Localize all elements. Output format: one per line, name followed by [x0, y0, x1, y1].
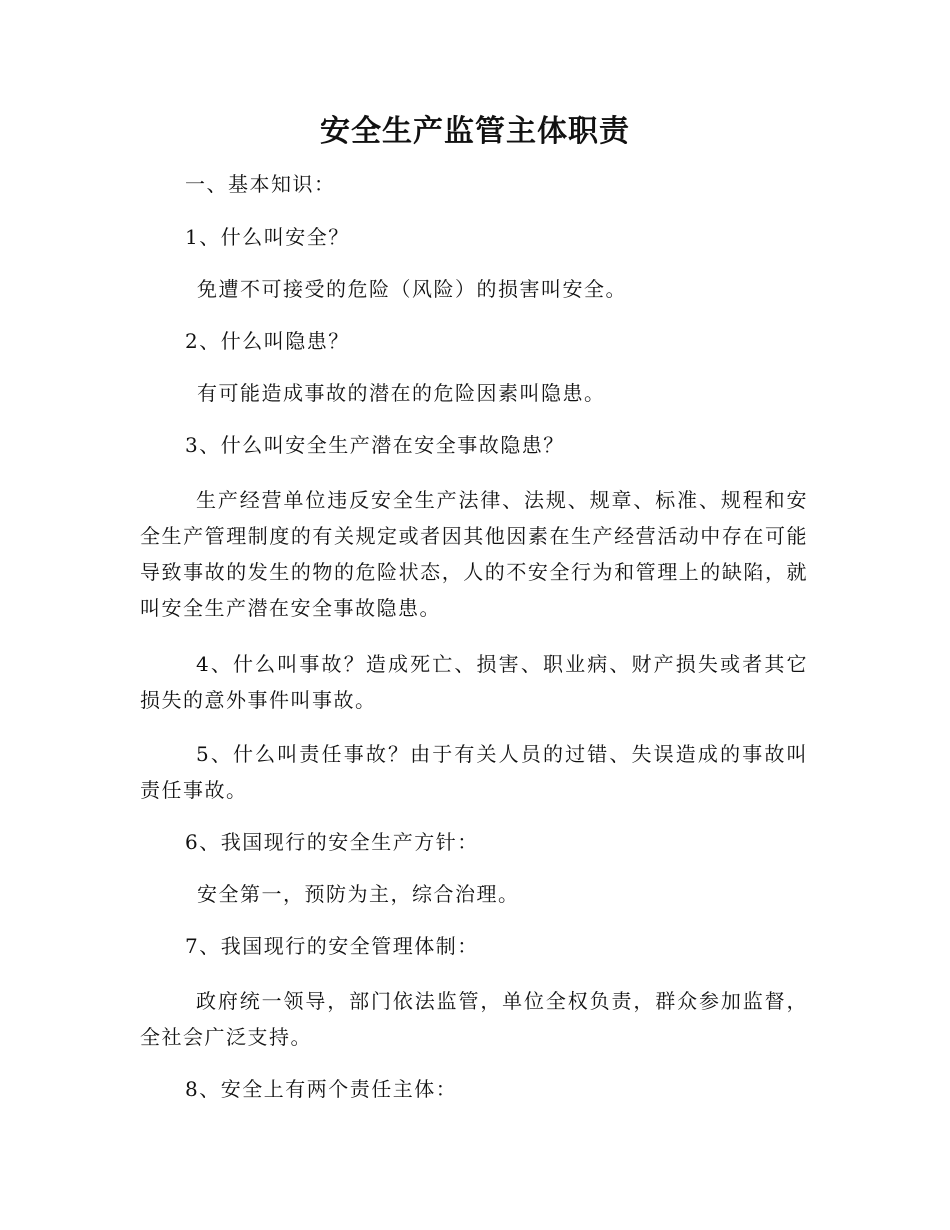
answer-1: 免遭不可接受的危险（风险）的损害叫安全。 — [197, 277, 627, 301]
question-8: 8、安全上有两个责任主体： — [185, 1077, 458, 1101]
answer-3-paragraph: 生产经营单位违反安全生产法律、法规、规章、标准、规程和安全生产管理制度的有关规定或者因其他因素在生产经营活动中存在可能导致事故的发生的物的危险状态，人的不安全行为和管理上的缺陷，就叫安全生产潜在安全事故隐患。 — [140, 488, 808, 620]
question-4-paragraph: 4、什么叫事故？造成死亡、损害、职业病、财产损失或者其它损失的意外事件叫事故。 — [140, 652, 808, 712]
question-2: 2、什么叫隐患？ — [185, 329, 350, 353]
question-3: 3、什么叫安全生产潜在安全事故隐患？ — [185, 433, 565, 457]
document-title: 安全生产监管主体职责 — [320, 114, 630, 149]
question-6: 6、我国现行的安全生产方针： — [185, 830, 479, 854]
question-5-paragraph: 5、什么叫责任事故？由于有关人员的过错、失误造成的事故叫责任事故。 — [140, 742, 808, 802]
answer-7-paragraph: 政府统一领导，部门依法监管，单位全权负责，群众参加监督，全社会广泛支持。 — [140, 989, 808, 1049]
question-7: 7、我国现行的安全管理体制： — [185, 934, 479, 958]
section-heading-basic-knowledge: 一、基本知识： — [185, 172, 336, 196]
answer-6: 安全第一，预防为主，综合治理。 — [197, 882, 520, 906]
question-1: 1、什么叫安全？ — [185, 225, 350, 249]
answer-2: 有可能造成事故的潜在的危险因素叫隐患。 — [197, 381, 606, 405]
